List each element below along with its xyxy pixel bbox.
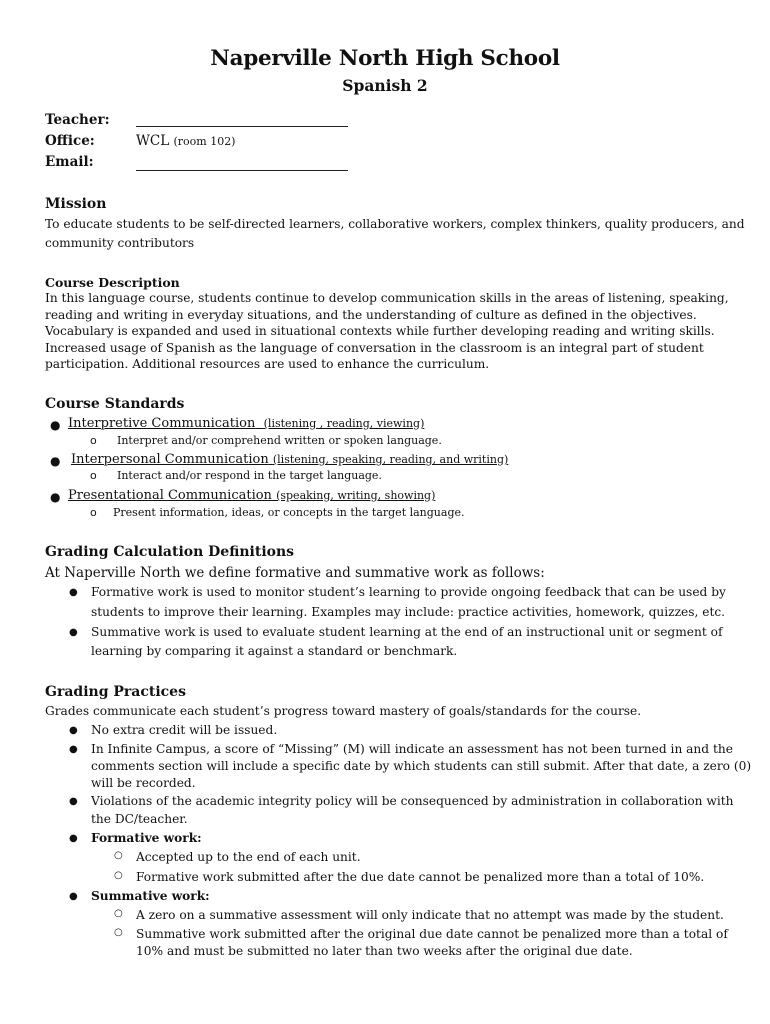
description-line: reading and writing in everyday situations, and the understanding of culture as defined in the objectives.: [45, 308, 697, 322]
summative-rule: 10% and must be submitted no later than two weeks after the original due date.: [136, 944, 633, 958]
bullet-icon: ●: [50, 454, 61, 468]
standard-detail: Present information, ideas, or concepts in the target language.: [113, 506, 465, 519]
formative-rule: Accepted up to the end of each unit.: [136, 850, 361, 864]
office-value: [136, 133, 235, 149]
course-standards-heading: Course Standards: [45, 396, 185, 412]
office-building: WCL: [136, 133, 170, 149]
formative-definition-line: Formative work is used to monitor student’s learning to provide ongoing feedback that can be used by: [91, 585, 726, 599]
grading-practices-heading: Grading Practices: [45, 684, 186, 700]
standard-modes: (listening , reading, viewing): [263, 417, 425, 430]
email-label: Email:: [45, 154, 94, 170]
description-line: Increased usage of Spanish as the language of conversation in the classroom is an integral part of student: [45, 341, 704, 355]
grading-calculation-intro: At Naperville North we define formative and summative work as follows:: [45, 565, 545, 581]
standard-name: Interpersonal Communication: [71, 452, 269, 467]
bullet-icon: ●: [69, 891, 78, 902]
grading-practices-intro: Grades communicate each student’s progress toward mastery of goals/standards for the course.: [45, 704, 642, 718]
description-line: participation. Additional resources are used to enhance the curriculum.: [45, 357, 490, 371]
standard-detail: Interact and/or respond in the target language.: [117, 469, 382, 482]
office-room: (room 102): [173, 135, 236, 148]
summative-rule: Summative work submitted after the original due date cannot be penalized more than a total of: [136, 927, 728, 941]
office-label: Office:: [45, 133, 95, 149]
standard-name: Interpretive Communication: [68, 416, 256, 431]
formative-definition-line: students to improve their learning. Examples may include: practice activities, homework, quizzes, etc.: [91, 605, 726, 619]
practice-line: will be recorded.: [91, 776, 196, 790]
bullet-icon: ●: [69, 725, 78, 736]
standard-title: [68, 488, 435, 503]
formative-rule: Formative work submitted after the due date cannot be penalized more than a total of 10%.: [136, 870, 705, 884]
circle-bullet-icon: o: [90, 434, 97, 447]
teacher-blank-line: [136, 112, 348, 127]
summative-definition-line: Summative work is used to evaluate student learning at the end of an instructional unit or segment of: [91, 625, 723, 639]
circle-bullet-icon: o: [90, 469, 97, 482]
standard-modes: (speaking, writing, showing): [276, 489, 436, 502]
practice-line: the DC/teacher.: [91, 812, 188, 826]
circle-bullet-icon: o: [90, 506, 97, 519]
practice-line: Violations of the academic integrity policy will be consequenced by administration in collaboration with: [91, 794, 734, 808]
bullet-icon: ●: [69, 744, 78, 755]
practice-line: comments section will include a specific date by which students can still submit. After that date, a zero (0): [91, 759, 752, 773]
circle-bullet-icon: ○: [114, 908, 123, 919]
summative-work-label: Summative work:: [91, 889, 210, 903]
description-line: Vocabulary is expanded and used in situational contexts while further developing reading and writing skills.: [45, 324, 715, 338]
circle-bullet-icon: ○: [114, 870, 123, 881]
summative-definition-line: learning by comparing it against a standard or benchmark.: [91, 644, 458, 658]
circle-bullet-icon: ○: [114, 850, 123, 861]
teacher-label: Teacher:: [45, 112, 110, 128]
bullet-icon: ●: [50, 418, 61, 432]
course-title: Spanish 2: [342, 76, 428, 95]
description-line: In this language course, students continue to develop communication skills in the areas of listening, speaking,: [45, 291, 729, 305]
formative-work-label: Formative work:: [91, 831, 202, 845]
school-title: Naperville North High School: [210, 46, 560, 71]
standard-name: Presentational Communication: [68, 488, 272, 503]
practice-line: No extra credit will be issued.: [91, 723, 278, 737]
bullet-icon: ●: [69, 627, 78, 638]
bullet-icon: ●: [69, 587, 78, 598]
summative-rule: A zero on a summative assessment will only indicate that no attempt was made by the student.: [136, 908, 724, 922]
mission-line: community contributors: [45, 236, 195, 250]
standard-title: [71, 452, 508, 467]
standard-title: [68, 416, 424, 431]
circle-bullet-icon: ○: [114, 927, 123, 938]
bullet-icon: ●: [69, 796, 78, 807]
practice-line: In Infinite Campus, a score of “Missing” (M) will indicate an assessment has not been turned in and the: [91, 742, 733, 756]
standard-modes: (listening, speaking, reading, and writing): [272, 453, 509, 466]
bullet-icon: ●: [69, 833, 78, 844]
course-description-heading: Course Description: [45, 275, 180, 290]
standard-detail: Interpret and/or comprehend written or spoken language.: [117, 434, 442, 447]
email-blank-line: [136, 156, 348, 171]
mission-line: To educate students to be self-directed learners, collaborative workers, complex thinkers, quality producers, and: [45, 217, 745, 231]
bullet-icon: ●: [50, 490, 61, 504]
grading-calculation-heading: Grading Calculation Definitions: [45, 544, 295, 560]
mission-heading: Mission: [45, 196, 107, 212]
